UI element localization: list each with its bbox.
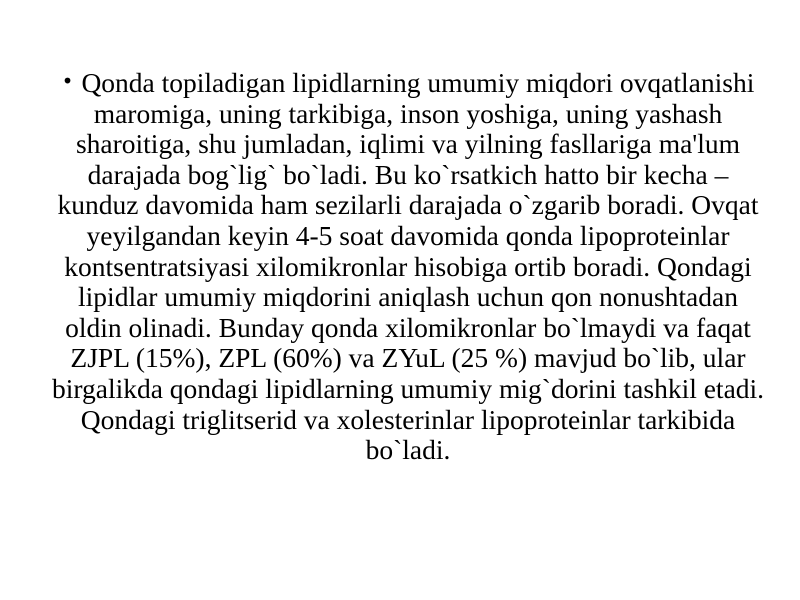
bullet-icon: • — [61, 69, 74, 93]
bullet-text: Qonda topiladigan lipidlarning umumiy miqdori ovqatlanishi maromiga, uning tarkibiga, inson yoshiga, uning yashash sharoitiga, shu jumladan, iqlimi va yilning fasllariga ma'lum darajada bog`lig` bo`ladi. Bu ko`rsatkich hatto bir kecha – kunduz davomida ham sezilarli darajada o`zgarib boradi. Ovqat yeyilgandan keyin 4-5 soat davomida qonda lipoproteinlar kontsentratsiyasi xilomikronlar hisobiga ortib boradi. Qondagi lipidlar umumiy miqdorini aniqlash uchun qon nonushtadan oldin olinadi. Bunday qonda xilomikronlar bo`lmaydi va faqat ZJPL (15%), ZPL (60%) va ZYuL (25 %) mavjud bo`lib, ular birgalikda qondagi lipidlarning umumiy mig`dorini tashkil etadi. Qondagi triglitserid va xolesterinlar lipoproteinlar tarkibida bo`ladi. — [51, 67, 765, 466]
bullet-item — [50, 66, 766, 466]
